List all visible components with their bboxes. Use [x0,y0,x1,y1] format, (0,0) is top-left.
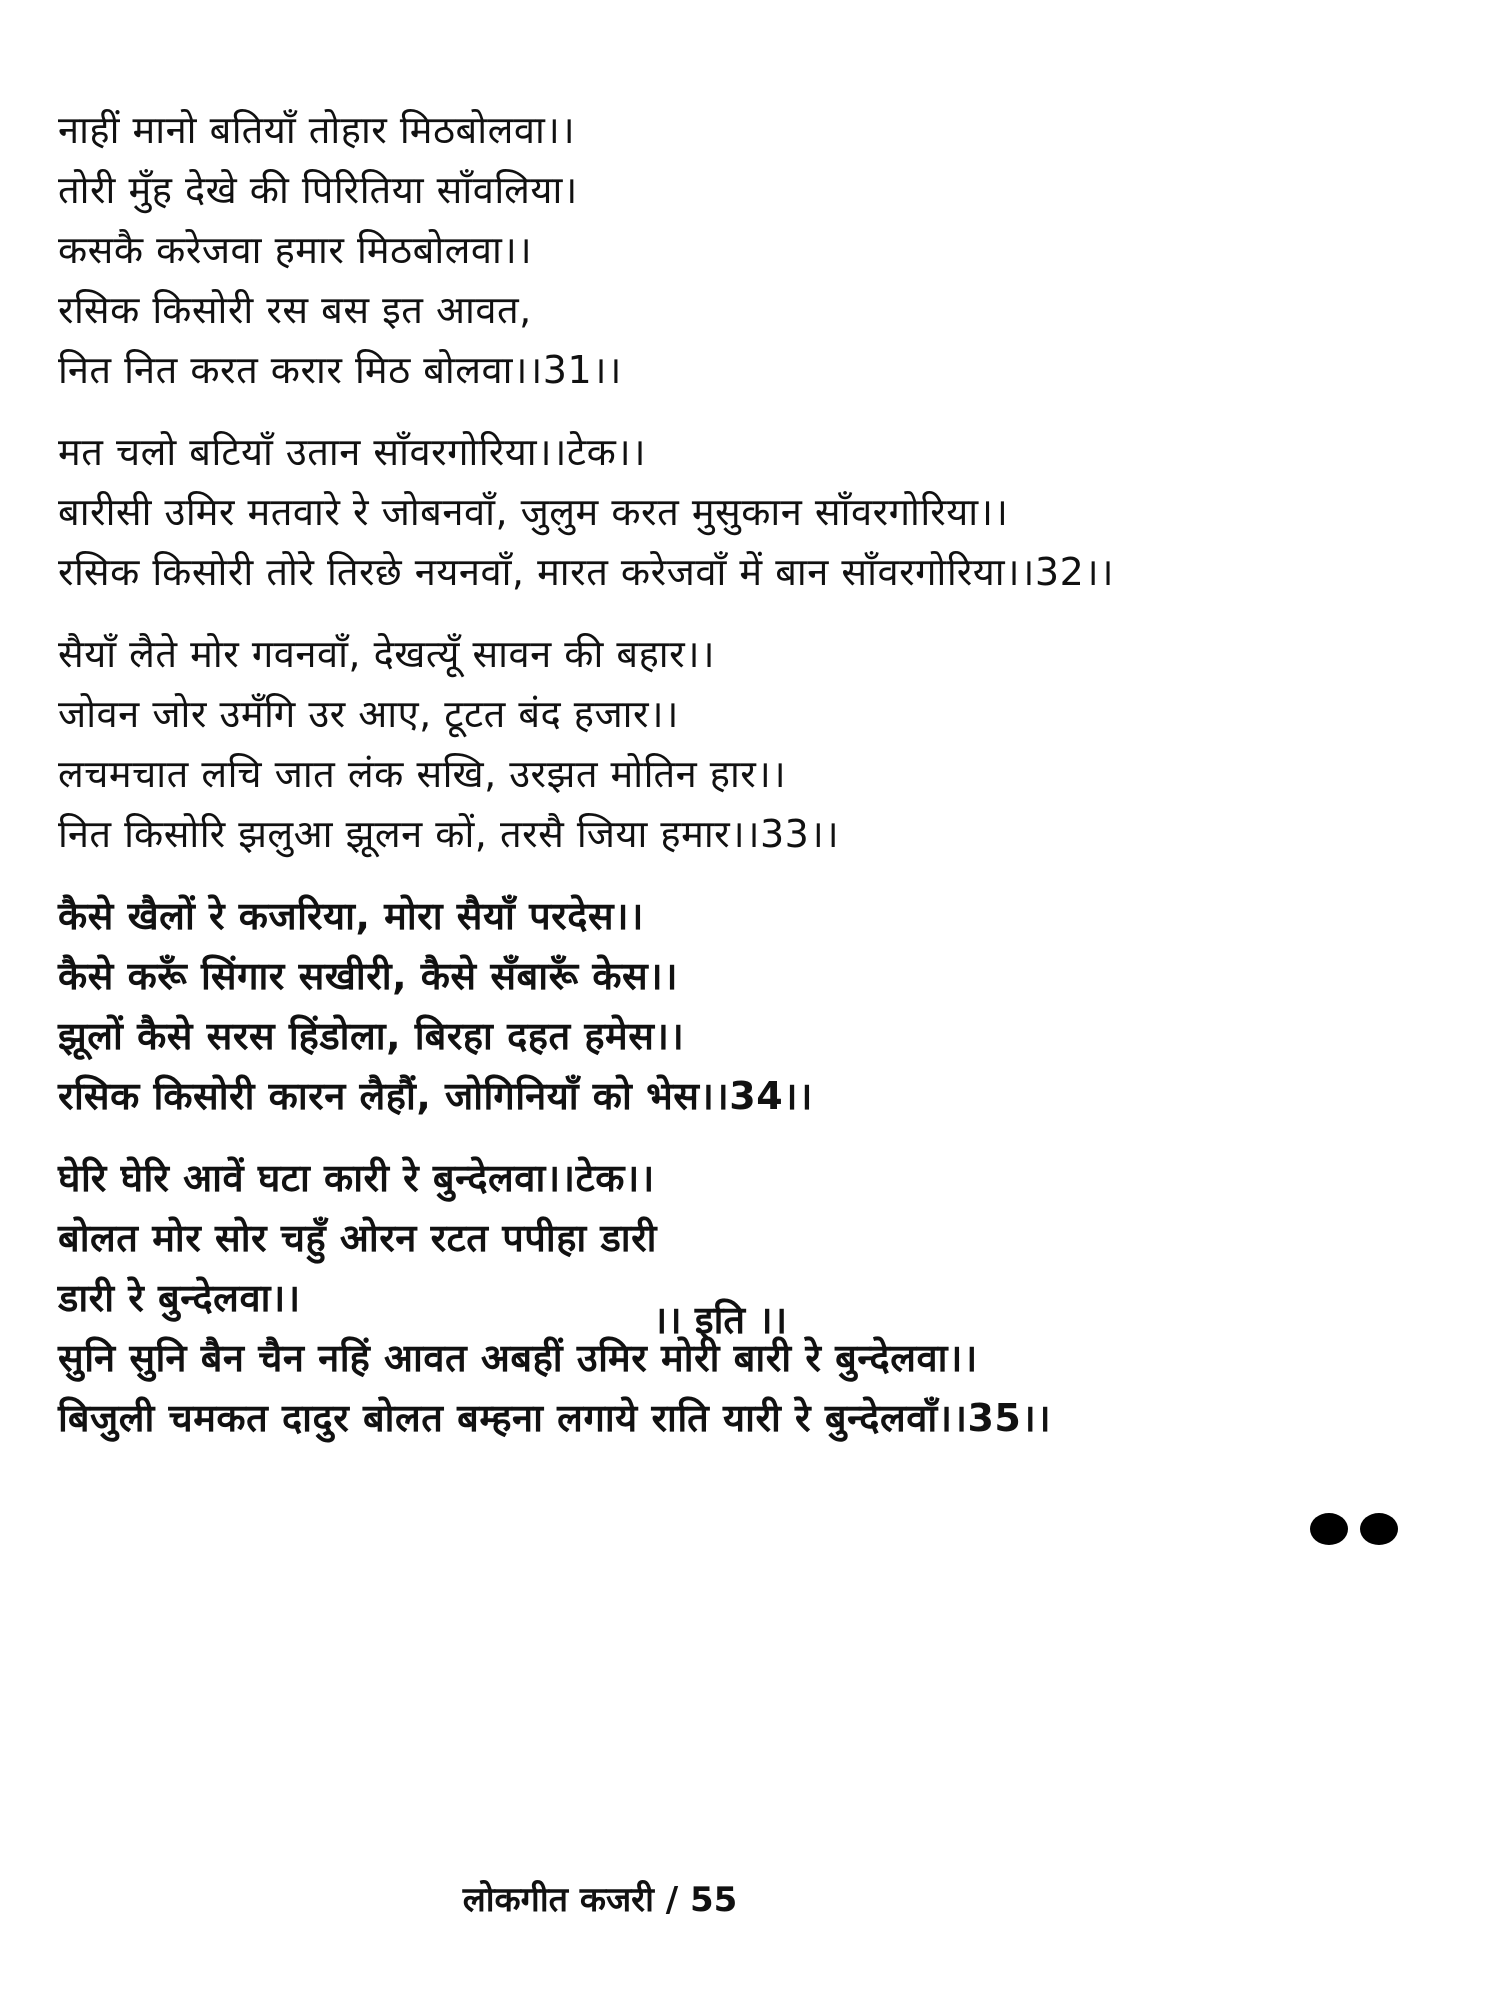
poem-line: जोवन जोर उमँगि उर आए, टूटत बंद हजार।। [58,692,679,736]
poem-line: नाहीं मानो बतियाँ तोहार मिठबोलवा।। [58,108,576,152]
poem-line: लचमचात लचि जात लंक सखि, उरझत मोतिन हार।। [58,752,787,796]
end-ornament [1310,1513,1410,1549]
poem-line: सैयाँ लैते मोर गवनवाँ, देखत्यूँ सावन की बहार।। [58,632,715,676]
poem-line: घेरि घेरि आवें घटा कारी रे बुन्देलवा।।टेक।। [58,1156,655,1200]
poem-line: नित किसोरि झलुआ झूलन कों, तरसै जिया हमार।।33।। [58,812,840,856]
poem-line: कैसे करूँ सिंगार सखीरी, कैसे सँबारूँ केस।। [58,954,679,998]
poem-line: झूलों कैसे सरस हिंडोला, बिरहा दहत हमेस।। [58,1014,685,1058]
poem-line: बिजुली चमकत दादुर बोलत बम्हना लगाये राति यारी रे बुन्देलवाँ।।35।। [58,1396,1052,1440]
closing-iti [58,1295,1458,1345]
poem-line: रसिक किसोरी रस बस इत आवत, [58,288,532,332]
poem-line: बारीसी उमिर मतवारे रे जोबनवाँ, जुलुम करत मुसुकान साँवरगोरिया।। [58,490,1009,534]
page-footer [0,1875,1500,1925]
poem-line: तोरी मुँह देखे की पिरितिया साँवलिया। [58,168,578,212]
stanza-33 [58,624,1458,864]
poem-line: रसिक किसोरी तोरे तिरछे नयनवाँ, मारत करेजवाँ में बान साँवरगोरिया।।32।। [58,550,1115,594]
poem-line: रसिक किसोरी कारन लैहौं, जोगिनियाँ को भेस।।34।। [58,1074,813,1118]
footer-text: लोकगीत कजरी / 55 [462,1880,738,1920]
dot-icon [1360,1513,1398,1545]
stanza-32 [58,422,1458,602]
closing-text: ।। इति ।। [652,1298,788,1342]
stanza-31 [58,100,1458,400]
dot-icon [1310,1513,1348,1545]
poem-line: नित नित करत करार मिठ बोलवा।।31।। [58,348,622,392]
poem-line: मत चलो बटियाँ उतान साँवरगोरिया।।टेक।। [58,430,647,474]
stanza-34 [58,886,1458,1126]
poem-line: कसकै करेजवा हमार मिठबोलवा।। [58,228,533,272]
poem-body [58,100,1458,1470]
poem-line: सुनि सुनि बैन चैन नहिं आवत अबहीं उमिर मोरी बारी रे बुन्देलवा।। [58,1336,978,1380]
poem-line: बोलत मोर सोर चहुँ ओरन रटत पपीहा डारी [58,1216,658,1260]
poem-line: डारी रे बुन्देलवा।। [58,1276,301,1320]
poem-line: कैसे खैलों रे कजरिया, मोरा सैयाँ परदेस।। [58,894,644,938]
